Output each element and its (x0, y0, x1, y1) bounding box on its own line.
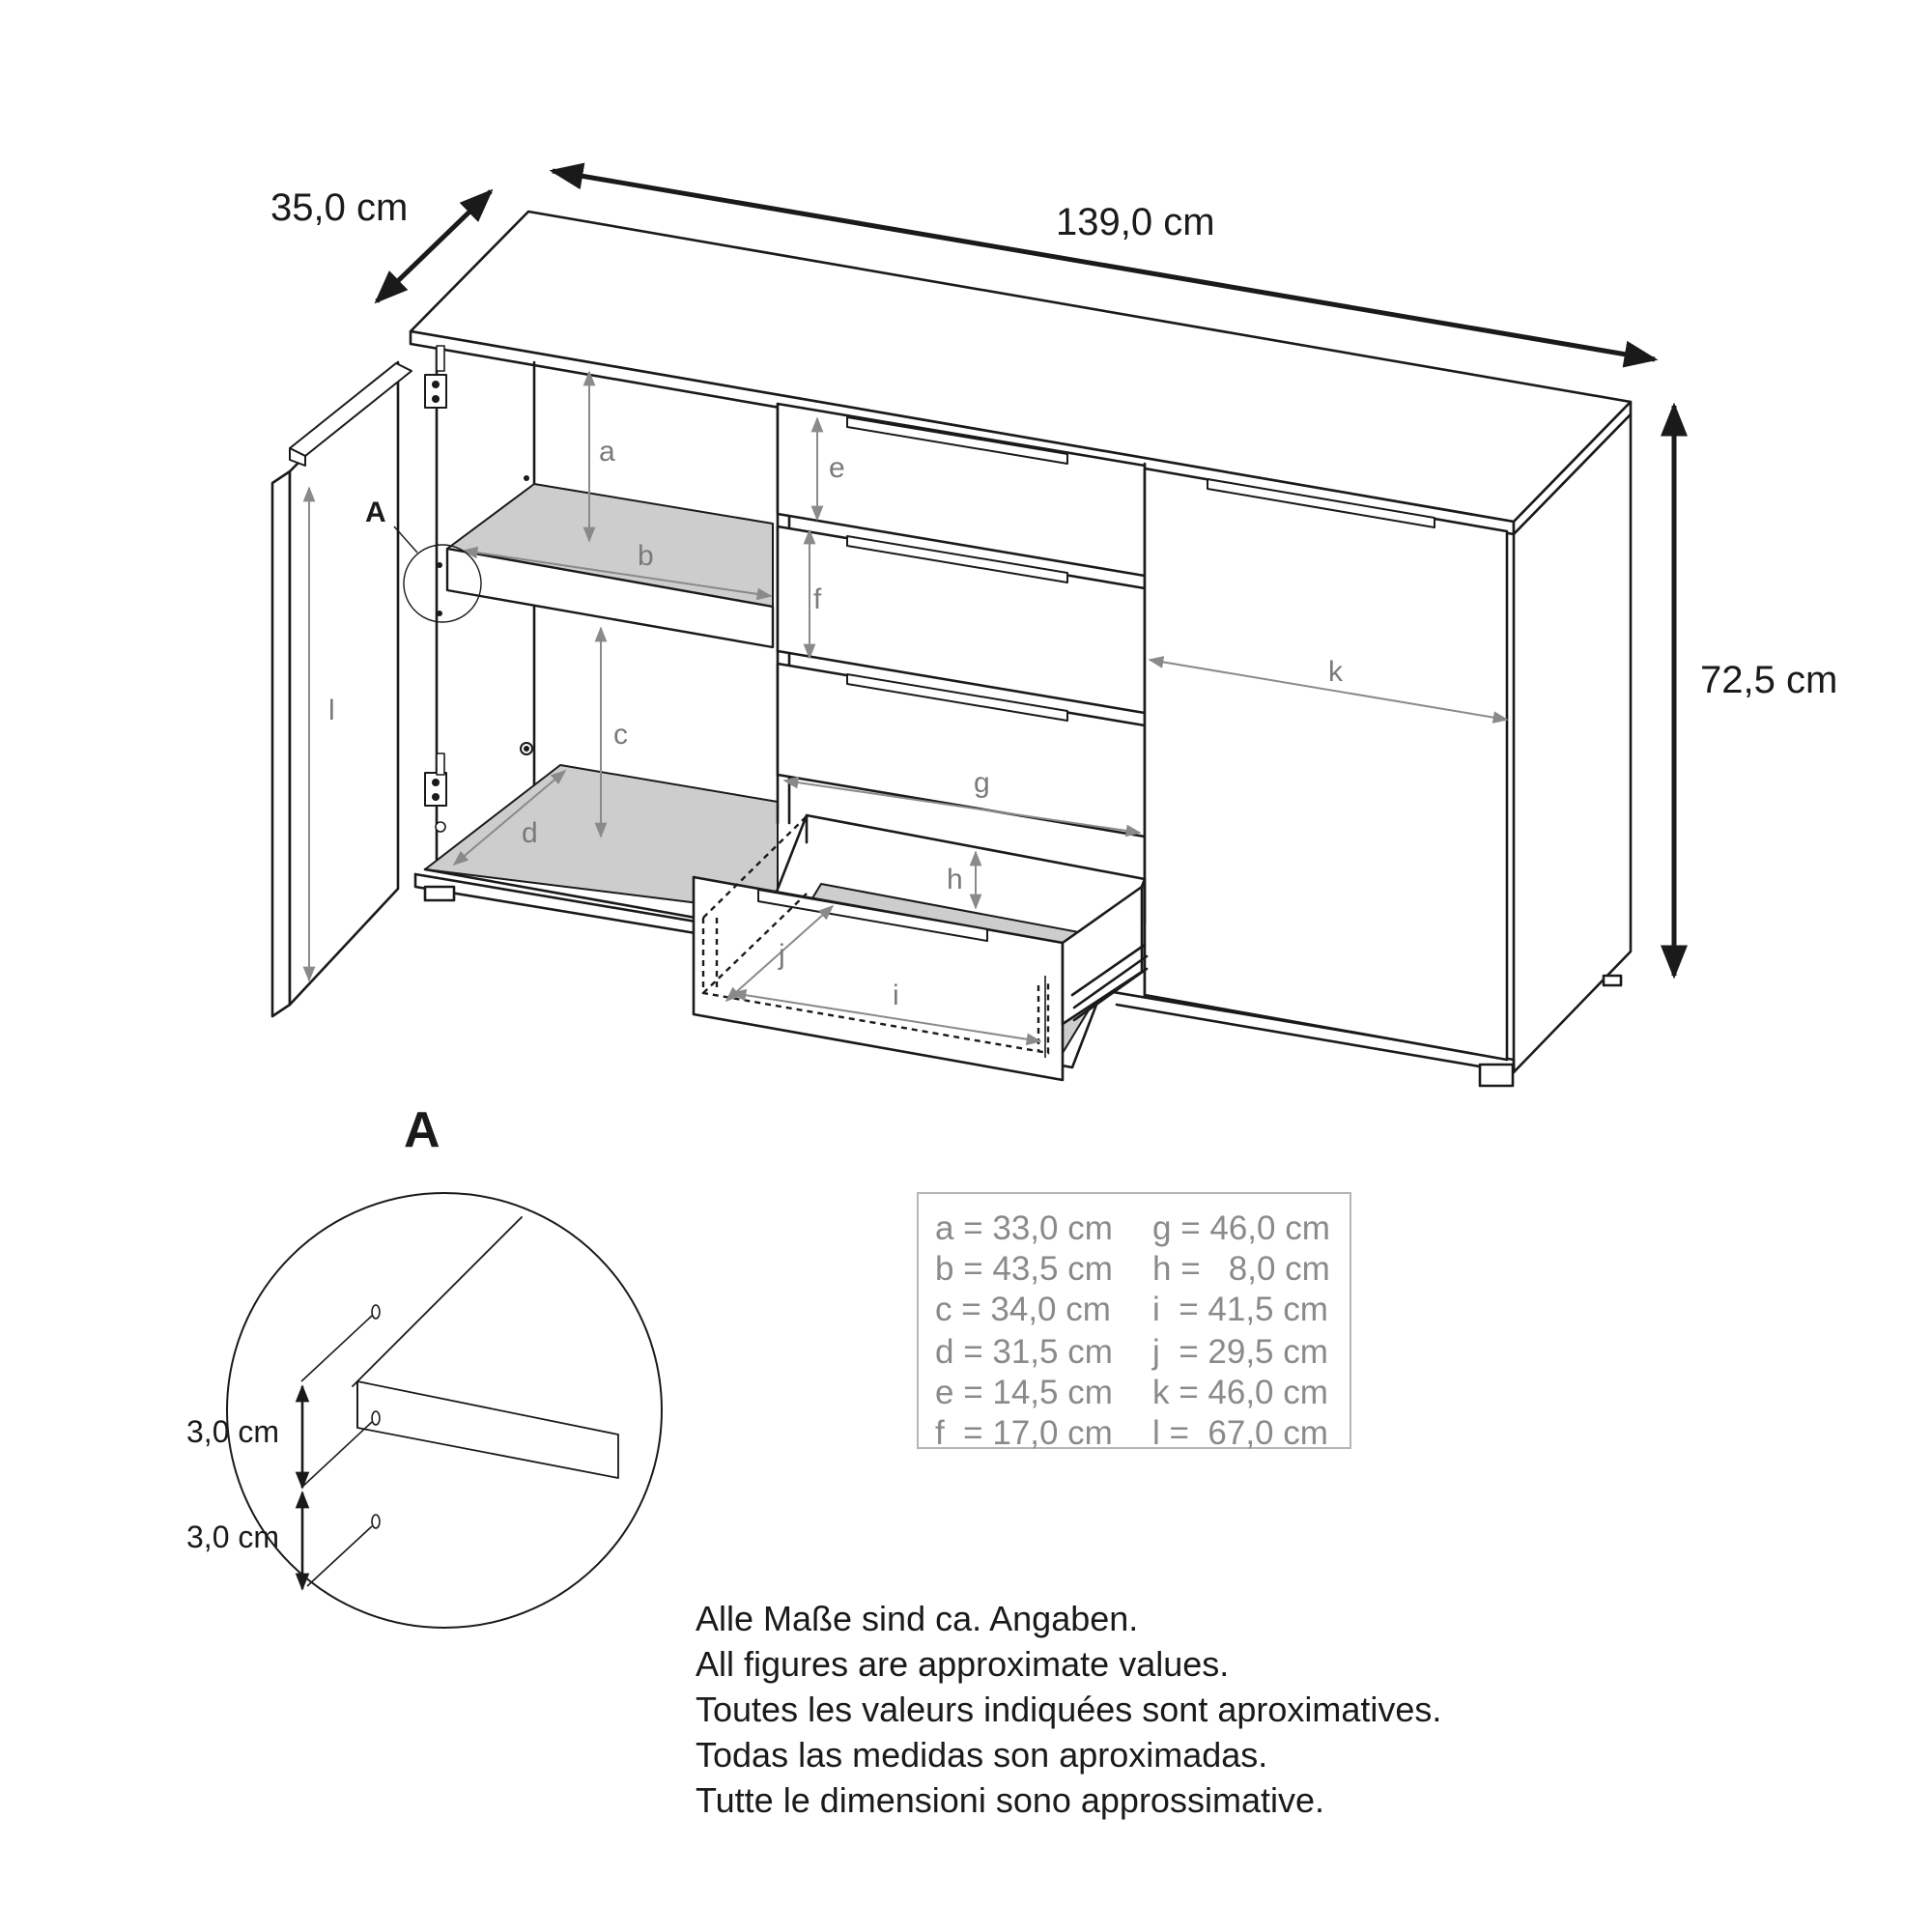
legend-entry: d = 31,5 cm (935, 1333, 1113, 1371)
detail-hole-upper (372, 1305, 380, 1319)
label-g: g (974, 767, 990, 799)
detail-hole-middle (372, 1411, 380, 1425)
hole-spacing-lower-label: 3,0 cm (186, 1520, 280, 1554)
hole-spacing-upper-label: 3,0 cm (186, 1414, 280, 1449)
note-english: All figures are approximate values. (696, 1644, 1230, 1684)
right-door (1145, 469, 1507, 1060)
foot-back (1604, 976, 1621, 985)
detail-shelf (353, 1217, 522, 1386)
approximate-values-notes (696, 1596, 1441, 1823)
label-a: a (599, 436, 615, 468)
left-door (272, 471, 290, 1016)
legend-entry: h = 8,0 cm (1152, 1250, 1330, 1288)
legend-entry: i = 41,5 cm (1152, 1291, 1328, 1328)
label-k: k (1328, 656, 1343, 688)
legend-entry: c = 34,0 cm (935, 1291, 1111, 1328)
label-d: d (522, 817, 538, 849)
detail-hole-lower (372, 1515, 380, 1528)
detail-callout-label: A (365, 497, 386, 528)
shelf-pin-hole (524, 475, 529, 481)
label-c: c (613, 719, 628, 751)
note-spanish: Todas las medidas son aproximadas. (696, 1735, 1268, 1775)
label-j: j (779, 939, 785, 971)
height-label: 72,5 cm (1700, 659, 1838, 701)
foot-right (1480, 1065, 1513, 1086)
legend-entry: f = 17,0 cm (935, 1414, 1113, 1452)
foot-left (425, 887, 454, 900)
note-italian: Tutte le dimensioni sono approssimative. (696, 1780, 1324, 1820)
legend-entry: k = 46,0 cm (1152, 1374, 1328, 1411)
legend-entry: g = 46,0 cm (1152, 1209, 1330, 1247)
dimension-legend (917, 1192, 1351, 1452)
detail-view-title: A (404, 1102, 440, 1158)
label-f: f (813, 583, 822, 615)
note-german: Alle Maße sind ca. Angaben. (696, 1599, 1139, 1638)
legend-entry: l = 67,0 cm (1152, 1414, 1328, 1452)
label-e: e (829, 452, 845, 484)
detail-view-circle (227, 1193, 662, 1628)
label-h: h (947, 864, 963, 895)
label-l: l (328, 695, 335, 726)
label-b: b (638, 540, 654, 572)
note-french: Toutes les valeurs indiquées sont aproximatives. (696, 1690, 1442, 1729)
sideboard (272, 212, 1631, 1086)
legend-entry: b = 43,5 cm (935, 1250, 1113, 1288)
depth-label: 35,0 cm (270, 186, 409, 229)
legend-entry: j = 29,5 cm (1152, 1333, 1328, 1371)
legend-entry: e = 14,5 cm (935, 1374, 1113, 1411)
width-label: 139,0 cm (1056, 201, 1215, 243)
detail-view (227, 1193, 662, 1628)
legend-entry: a = 33,0 cm (935, 1209, 1113, 1247)
label-i: i (893, 980, 899, 1011)
